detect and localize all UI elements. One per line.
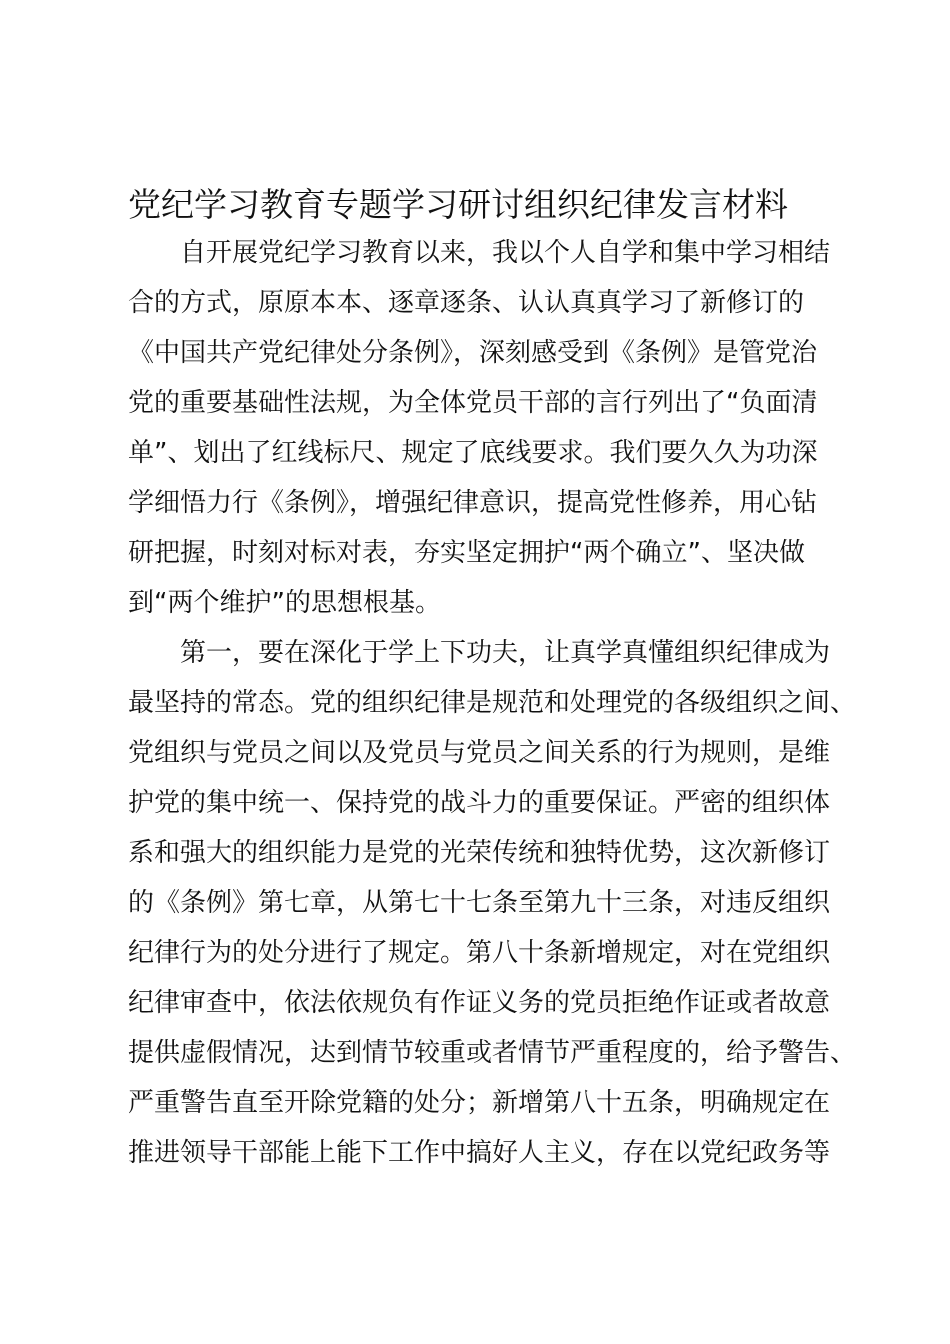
paragraph-line: 党的重要基础性法规，为全体党员干部的言行列出了“负面清 bbox=[128, 388, 818, 418]
paragraph-line: 护党的集中统一、保持党的战斗力的重要保证。严密的组织体 bbox=[128, 788, 831, 818]
paragraph-line: 纪律审查中，依法依规负有作证义务的党员拒绝作证或者故意 bbox=[128, 988, 831, 1018]
paragraph-line: 到“两个维护”的思想根基。 bbox=[128, 588, 441, 618]
paragraph-line: 合的方式，原原本本、逐章逐条、认认真真学习了新修订的 bbox=[128, 288, 805, 318]
document-title: 党纪学习教育专题学习研讨组织纪律发言材料 bbox=[128, 185, 788, 224]
paragraph-line: 《中国共产党纪律处分条例》，深刻感受到《条例》是管党治 bbox=[128, 338, 818, 368]
paragraph-line: 推进领导干部能上能下工作中搞好人主义，存在以党纪政务等 bbox=[128, 1138, 831, 1168]
paragraph-line: 党组织与党员之间以及党员与党员之间关系的行为规则，是维 bbox=[128, 738, 831, 768]
paragraph-line: 第一，要在深化于学上下功夫，让真学真懂组织纪律成为 bbox=[128, 638, 831, 668]
paragraph-line: 研把握，时刻对标对表，夯实坚定拥护“两个确立”、坚决做 bbox=[128, 538, 805, 568]
paragraph-line: 学细悟力行《条例》，增强纪律意识，提高党性修养，用心钻 bbox=[128, 488, 818, 518]
paragraph-line: 提供虚假情况，达到情节较重或者情节严重程度的，给予警告、 bbox=[128, 1038, 857, 1068]
paragraph-line: 最坚持的常态。党的组织纪律是规范和处理党的各级组织之间、 bbox=[128, 688, 857, 718]
paragraph-line: 严重警告直至开除党籍的处分；新增第八十五条，明确规定在 bbox=[128, 1088, 831, 1118]
paragraph-line: 系和强大的组织能力是党的光荣传统和独特优势，这次新修订 bbox=[128, 838, 831, 868]
paragraph-line: 自开展党纪学习教育以来，我以个人自学和集中学习相结 bbox=[128, 238, 831, 268]
paragraph-line: 单”、划出了红线标尺、规定了底线要求。我们要久久为功深 bbox=[128, 438, 818, 468]
paragraph-line: 纪律行为的处分进行了规定。第八十条新增规定，对在党组织 bbox=[128, 938, 831, 968]
paragraph-line: 的《条例》第七章，从第七十七条至第九十三条，对违反组织 bbox=[128, 888, 831, 918]
